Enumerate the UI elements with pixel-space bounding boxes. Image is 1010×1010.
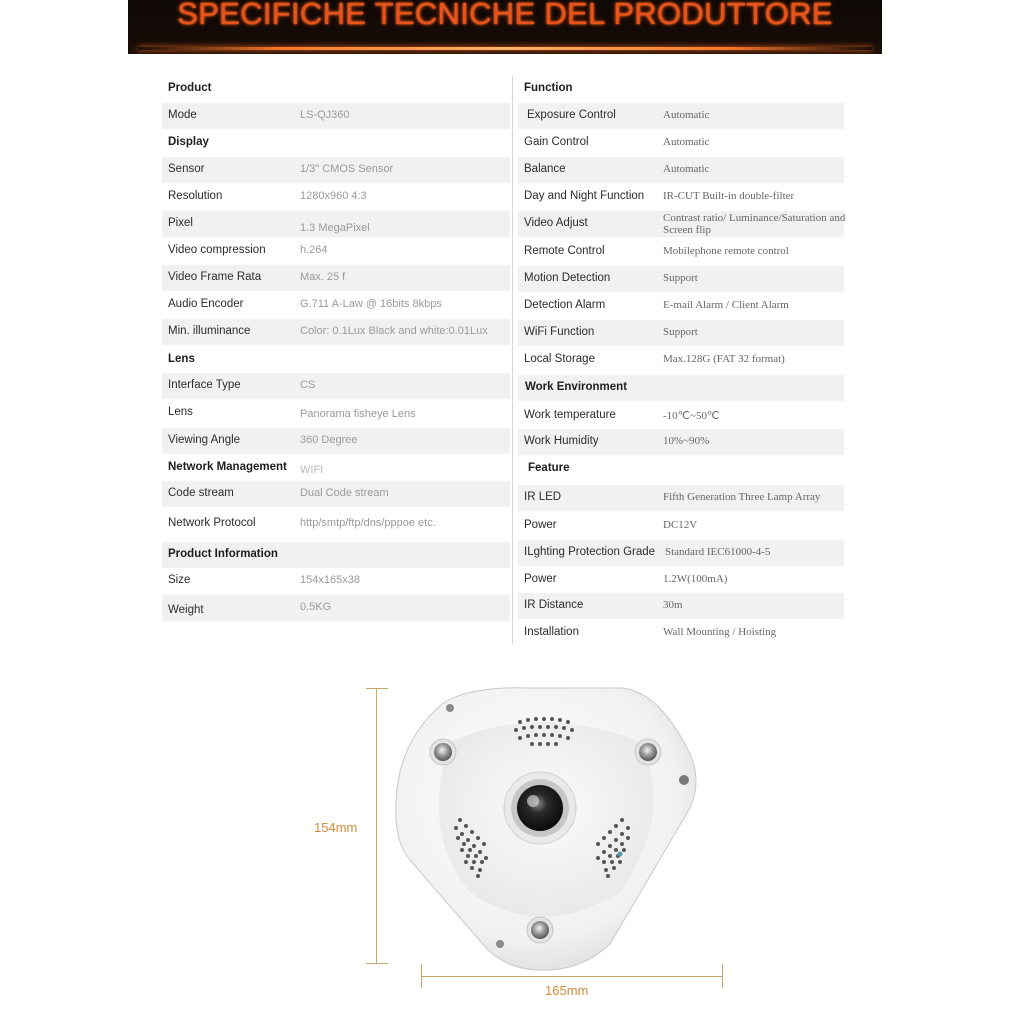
spec-row <box>162 481 510 507</box>
spec-row <box>162 319 510 345</box>
spec-label: Display <box>168 136 209 148</box>
spec-label: Mode <box>168 109 197 121</box>
spec-row <box>518 403 844 429</box>
spec-value: Wall Mounting / Hoisting <box>663 626 777 638</box>
spec-row <box>518 347 844 373</box>
spec-row <box>162 238 510 264</box>
spec-label: Detection Alarm <box>524 299 606 311</box>
banner-title: SPECIFICHE TECNICHE DEL PRODUTTORE <box>177 0 833 31</box>
spec-value: http/smtp/ftp/dns/pppoe etc. <box>300 517 436 529</box>
spec-label: Video Frame Rata <box>168 271 262 283</box>
spec-row <box>518 266 844 292</box>
spec-value: IR-CUT Built-in double-filter <box>663 190 795 202</box>
spec-row <box>518 485 844 511</box>
spec-value: Panorama fisheye Lens <box>300 408 416 420</box>
spec-row <box>518 320 844 346</box>
spec-value: Support <box>663 272 698 284</box>
spec-value: Automatic <box>663 163 710 175</box>
spec-label: Local Storage <box>524 353 595 365</box>
spec-label: Lens <box>168 353 195 365</box>
banner-glow-line <box>138 47 872 50</box>
spec-row <box>518 293 844 319</box>
spec-value: 1/3" CMOS Sensor <box>300 163 394 175</box>
spec-row <box>518 103 844 129</box>
spec-label: Video compression <box>168 244 266 256</box>
spec-label: Feature <box>528 462 570 474</box>
spec-label: IR LED <box>524 491 562 503</box>
spec-label: Balance <box>524 163 566 175</box>
spec-label: Power <box>524 519 557 531</box>
spec-value: Mobilephone remote control <box>663 245 789 257</box>
spec-label: Gain Control <box>524 136 589 148</box>
spec-label: Power <box>524 573 557 585</box>
spec-value: 0.5KG <box>300 601 332 613</box>
height-label: 154mm <box>314 820 358 835</box>
dimension-tick <box>366 688 388 689</box>
spec-row <box>162 373 510 399</box>
spec-row <box>162 76 510 102</box>
spec-label: Product Information <box>168 548 278 560</box>
spec-label: Viewing Angle <box>168 434 241 446</box>
spec-label: Work temperature <box>524 409 616 421</box>
spec-row <box>518 157 844 183</box>
spec-label: Weight <box>168 604 204 616</box>
spec-value: Dual Code stream <box>300 487 389 499</box>
spec-row <box>518 456 844 482</box>
spec-value: Support <box>663 326 698 338</box>
width-label: 165mm <box>545 983 589 998</box>
spec-value: CS <box>300 379 316 391</box>
spec-label: Function <box>524 82 573 94</box>
spec-row <box>518 567 844 593</box>
spec-value: 1.2W(100mA) <box>663 573 728 585</box>
spec-row <box>162 184 510 210</box>
spec-value: Automatic <box>663 136 710 148</box>
spec-row <box>518 620 844 646</box>
spec-label: Size <box>168 574 191 586</box>
spec-label: Pixel <box>168 217 193 229</box>
spec-label: Lens <box>168 406 193 418</box>
spec-value: 1.3 MegaPixel <box>300 222 370 234</box>
spec-value: 30m <box>663 599 683 611</box>
spec-row <box>518 429 844 455</box>
spec-label: Work Humidity <box>524 435 599 447</box>
spec-row <box>518 513 844 539</box>
spec-row <box>162 455 510 481</box>
spec-value: Automatic <box>663 109 710 121</box>
spec-row <box>162 130 510 156</box>
spec-value: E-mail Alarm / Client Alarm <box>663 299 789 311</box>
spec-value: LS-QJ360 <box>300 109 350 121</box>
dimension-tick <box>421 964 422 988</box>
spec-label: Exposure Control <box>527 109 616 121</box>
spec-value: 154x165x38 <box>300 574 360 586</box>
spec-row <box>162 157 510 183</box>
spec-row <box>518 76 844 102</box>
spec-label: Video Adjust <box>524 217 588 229</box>
spec-label: Day and Night Function <box>524 190 645 202</box>
spec-value: Fifth Generation Three Lamp Array <box>663 491 821 503</box>
spec-row <box>518 239 844 265</box>
spec-label: Sensor <box>168 163 205 175</box>
dimension-tick <box>366 963 388 964</box>
spec-value: Color: 0.1Lux Black and white:0.01Lux <box>300 325 488 337</box>
spec-value: -10℃~50℃ <box>663 410 720 422</box>
spec-value: WIFI <box>300 464 324 476</box>
header-banner <box>128 0 882 54</box>
spec-label: Resolution <box>168 190 223 202</box>
spec-row <box>162 103 510 129</box>
spec-value: Max.128G (FAT 32 format) <box>663 353 785 365</box>
spec-row <box>518 593 844 619</box>
spec-row <box>162 511 510 537</box>
spec-label: WiFi Function <box>524 326 595 338</box>
spec-label: Installation <box>524 626 579 638</box>
spec-value: 10%~90% <box>663 435 710 447</box>
camera-product-image <box>390 682 702 972</box>
dimension-line <box>421 976 723 977</box>
spec-label: Product <box>168 82 212 94</box>
spec-row <box>518 184 844 210</box>
spec-row <box>162 292 510 318</box>
spec-value: Standard IEC61000-4-5 <box>665 546 771 558</box>
spec-row <box>162 265 510 291</box>
spec-value: h.264 <box>300 244 328 256</box>
spec-row <box>518 540 844 566</box>
spec-label: Work Environment <box>525 381 628 393</box>
spec-row <box>518 375 844 401</box>
spec-label: Code stream <box>168 487 234 499</box>
spec-value: 1280x960 4:3 <box>300 190 367 202</box>
spec-row <box>162 542 510 568</box>
spec-label: Audio Encoder <box>168 298 244 310</box>
spec-row <box>518 211 844 237</box>
spec-value: Contrast ratio/ Luminance/Saturation and Screen flip <box>663 212 846 236</box>
height-dimension-line <box>372 688 382 964</box>
spec-label: Remote Control <box>524 245 605 257</box>
spec-label: Network Management <box>168 461 287 473</box>
spec-row <box>162 568 510 594</box>
spec-label: Motion Detection <box>524 272 611 284</box>
dimension-tick <box>722 964 723 988</box>
spec-label: IR Distance <box>524 599 584 611</box>
column-divider <box>512 76 513 644</box>
dimension-line <box>376 688 377 964</box>
spec-row <box>162 595 510 621</box>
spec-row <box>162 428 510 454</box>
spec-value: Max. 25 f <box>300 271 346 283</box>
spec-label: Min. illuminance <box>168 325 251 337</box>
spec-row <box>162 347 510 373</box>
spec-row <box>518 130 844 156</box>
spec-row <box>162 211 510 237</box>
spec-value: 360 Degree <box>300 434 358 446</box>
spec-label: Interface Type <box>168 379 241 391</box>
spec-label: Network Protocol <box>168 517 256 529</box>
spec-value: DC12V <box>663 519 698 531</box>
spec-row <box>162 400 510 426</box>
spec-label: ILghting Protection Grade <box>524 546 656 558</box>
spec-value: G.711 A-Law @ 16bits 8kbps <box>300 298 442 310</box>
